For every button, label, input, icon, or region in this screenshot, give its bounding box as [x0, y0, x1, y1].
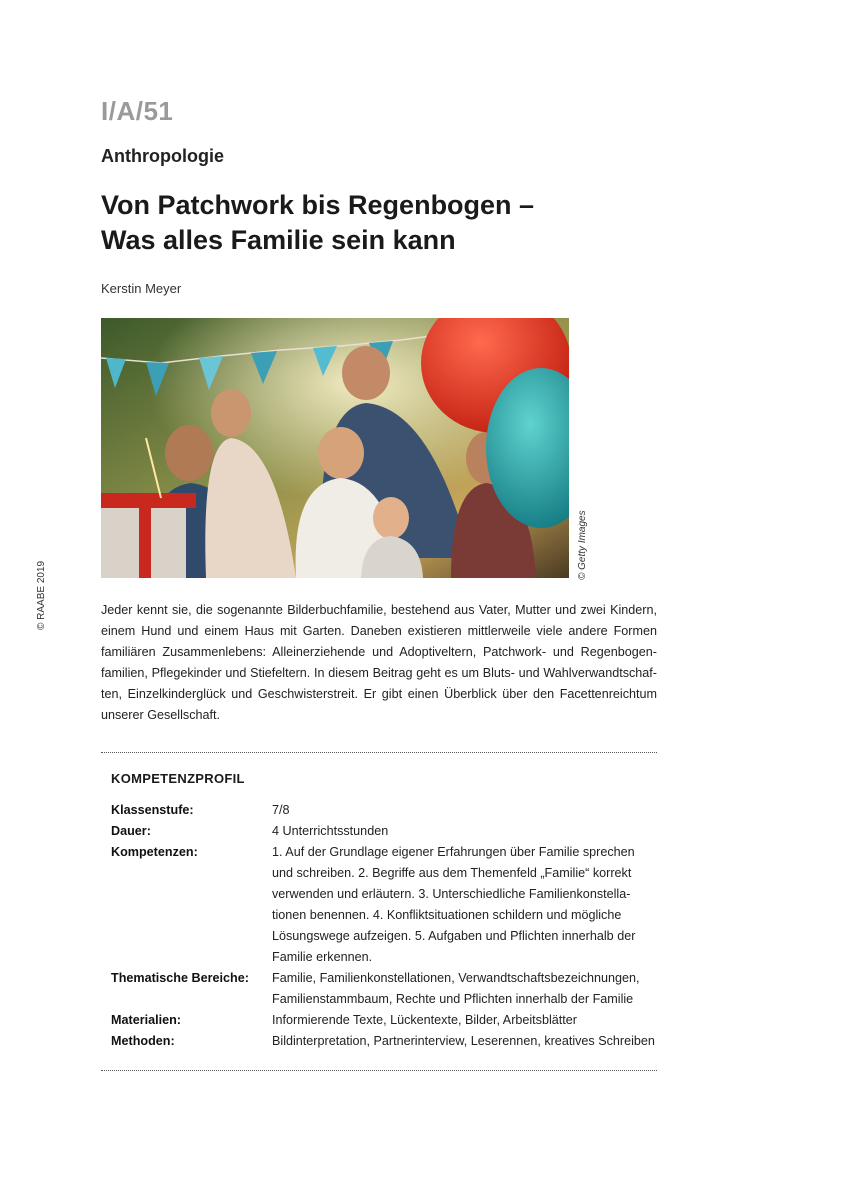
- profile-label: Thematische Bereiche:: [111, 971, 249, 985]
- profile-value: 4 Unterrichtsstunden: [272, 824, 389, 838]
- title-line-1: Von Patchwork bis Regenbogen –: [101, 190, 535, 220]
- intro-paragraph: Jeder kennt sie, die sogenannte Bilderbuchfamilie, bestehend aus Vater, Mutter und zwei Kindern, einem Hund und einem Haus mit Garten. Daneben existieren mittlerweile viele andere Formen familiären Zusammenlebens: Alleinerziehende und Adoptiveltern, Patchwork- und Regenbogen-familien, Pflegekinder und Stiefeltern. In diesem Beitrag geht es um Bluts- und Wahlverwandtschaf-ten, Einzelkinderglück und Geschwisterstreit. Er gibt einen Überblick über den Facettenreichtum unserer Gesellschaft.: [101, 603, 657, 722]
- divider-bottom: [101, 1070, 657, 1071]
- page-title: [101, 188, 534, 258]
- profile-value: Informierende Texte, Lückentexte, Bilder, Arbeitsblätter: [272, 1013, 577, 1027]
- profile-row-grade: [111, 800, 657, 821]
- side-copyright: © RAABE 2019: [36, 560, 47, 630]
- profile-label: Kompetenzen:: [111, 845, 198, 859]
- profile-label: Klassenstufe:: [111, 803, 194, 817]
- profile-row-methods: [111, 1031, 657, 1052]
- subject-heading: Anthropologie: [101, 146, 224, 166]
- profile-value: 1. Auf der Grundlage eigener Erfahrungen über Familie sprechen und schreiben. 2. Begriffe aus dem Themenfeld „Familie“ korrekt verwenden und erläutern. 3. Unterschiedliche Familienkonstella-tionen benennen. 4. Konfliktsituationen schildern und mögliche Lösungswege aufzeigen. 5. Aufgaben und Pflichten innerhalb der Familie erkennen.: [272, 845, 636, 964]
- profile-row-materials: [111, 1010, 657, 1031]
- profile-row-competencies: [111, 842, 657, 968]
- profile-label: Methoden:: [111, 1034, 175, 1048]
- family-celebration-photo: [101, 318, 569, 578]
- profile-row-topics: [111, 968, 657, 1010]
- profile-value: 7/8: [272, 803, 290, 817]
- divider-top: [101, 752, 657, 753]
- profile-label: Materialien:: [111, 1013, 181, 1027]
- competence-profile-table: [111, 800, 657, 1052]
- profile-row-duration: [111, 821, 657, 842]
- title-line-2: Was alles Familie sein kann: [101, 225, 456, 255]
- profile-label: Dauer:: [111, 824, 151, 838]
- profile-value: Familie, Familienkonstellationen, Verwandtschaftsbezeichnungen, Familienstammbaum, Rechte und Pflichten innerhalb der Familie: [272, 971, 640, 1006]
- competence-profile-heading: KOMPETENZPROFIL: [111, 771, 245, 786]
- document-code: I/A/51: [101, 96, 174, 126]
- profile-value: Bildinterpretation, Partnerinterview, Leserennen, kreatives Schreiben: [272, 1034, 655, 1048]
- photo-credit: © Getty Images: [577, 510, 588, 580]
- author-name: Kerstin Meyer: [101, 281, 182, 296]
